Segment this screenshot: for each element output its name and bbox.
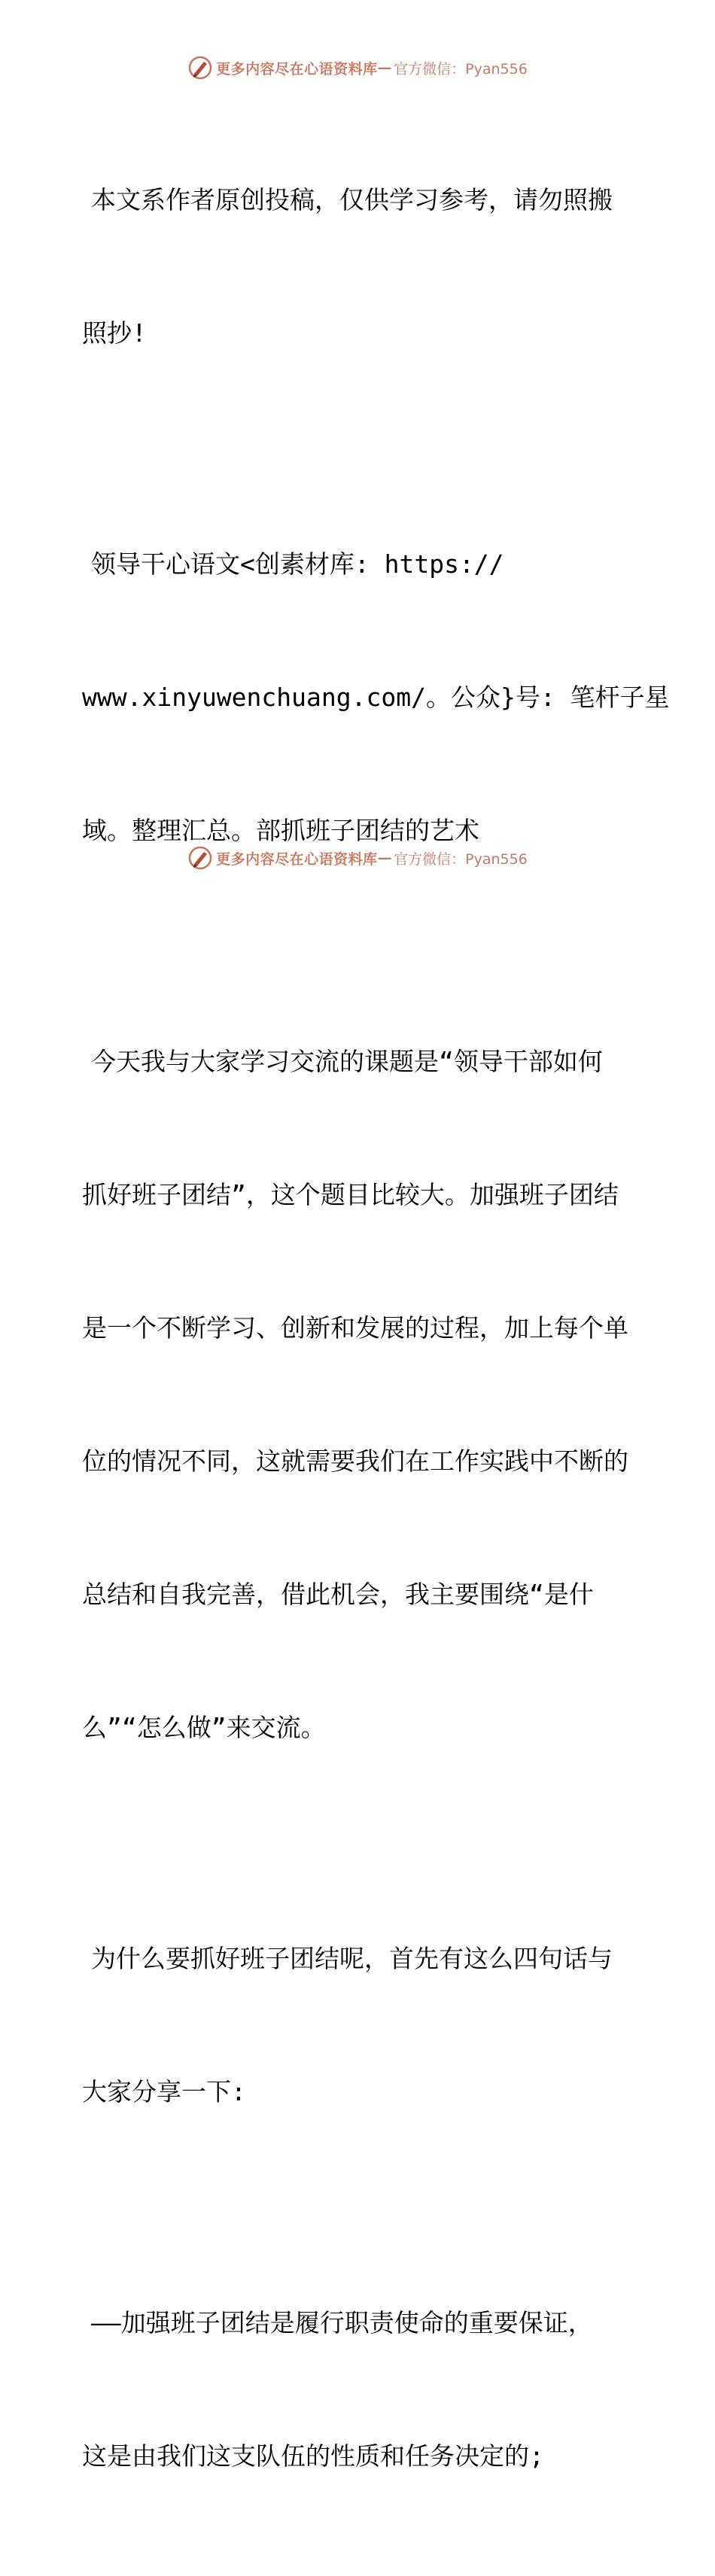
text-line: 么”“怎么做”来交流。 — [82, 1713, 326, 1742]
text-line: 抓好班子团结”，这个题目比较大。加强班子团结 — [82, 1180, 619, 1209]
paragraph-3 — [73, 950, 645, 1838]
paragraph-1 — [73, 89, 645, 444]
banner-separator: — — [377, 59, 393, 76]
footer-banner — [0, 843, 715, 873]
banner-wechat: 官方微信：Pyan556 — [394, 60, 528, 78]
text-line: 位的情况不同，这就需要我们在工作实践中不断的 — [82, 1446, 628, 1476]
text-line: www.xinyuwenchuang.com/。公众}号: 笔杆子星 — [82, 683, 670, 712]
text-line: 大家分享一下: — [82, 2077, 246, 2106]
text-line: 是一个不断学习、创新和发展的过程，加上每个单 — [82, 1313, 628, 1343]
header-banner — [0, 53, 715, 83]
paragraph-5 — [73, 2212, 645, 2567]
banner-text: 更多内容尽在心语资料库 — [216, 60, 378, 78]
text-line: 本文系作者原创投稿，仅供学习参考，请勿照搬 — [91, 185, 613, 214]
pen-logo-icon — [187, 55, 213, 81]
banner-text: 更多内容尽在心语资料库 — [216, 850, 378, 868]
text-line: 照抄! — [82, 318, 147, 348]
text-line: 为什么要抓好班子团结呢，首先有这么四句话与 — [91, 1944, 613, 1973]
paragraph-4 — [73, 1848, 645, 2203]
text-line: ——加强班子团结是履行职责使命的重要保证， — [91, 2308, 593, 2337]
text-line: 总结和自我完善，借此机会，我主要围绕“是什 — [82, 1580, 594, 1609]
document-body — [73, 89, 670, 2576]
text-line: 领导干心语文<创素材库: https:// — [91, 549, 504, 579]
text-line: 今天我与大家学习交流的课题是“领导干部如何 — [91, 1047, 603, 1076]
pen-logo-icon — [187, 845, 213, 871]
text-line: 这是由我们这支队伍的性质和任务决定的; — [82, 2441, 544, 2471]
banner-separator: — — [377, 850, 393, 866]
banner-wechat: 官方微信：Pyan556 — [394, 850, 528, 868]
text-line: 域。整理汇总。部抓班子团结的艺术 — [82, 816, 479, 845]
